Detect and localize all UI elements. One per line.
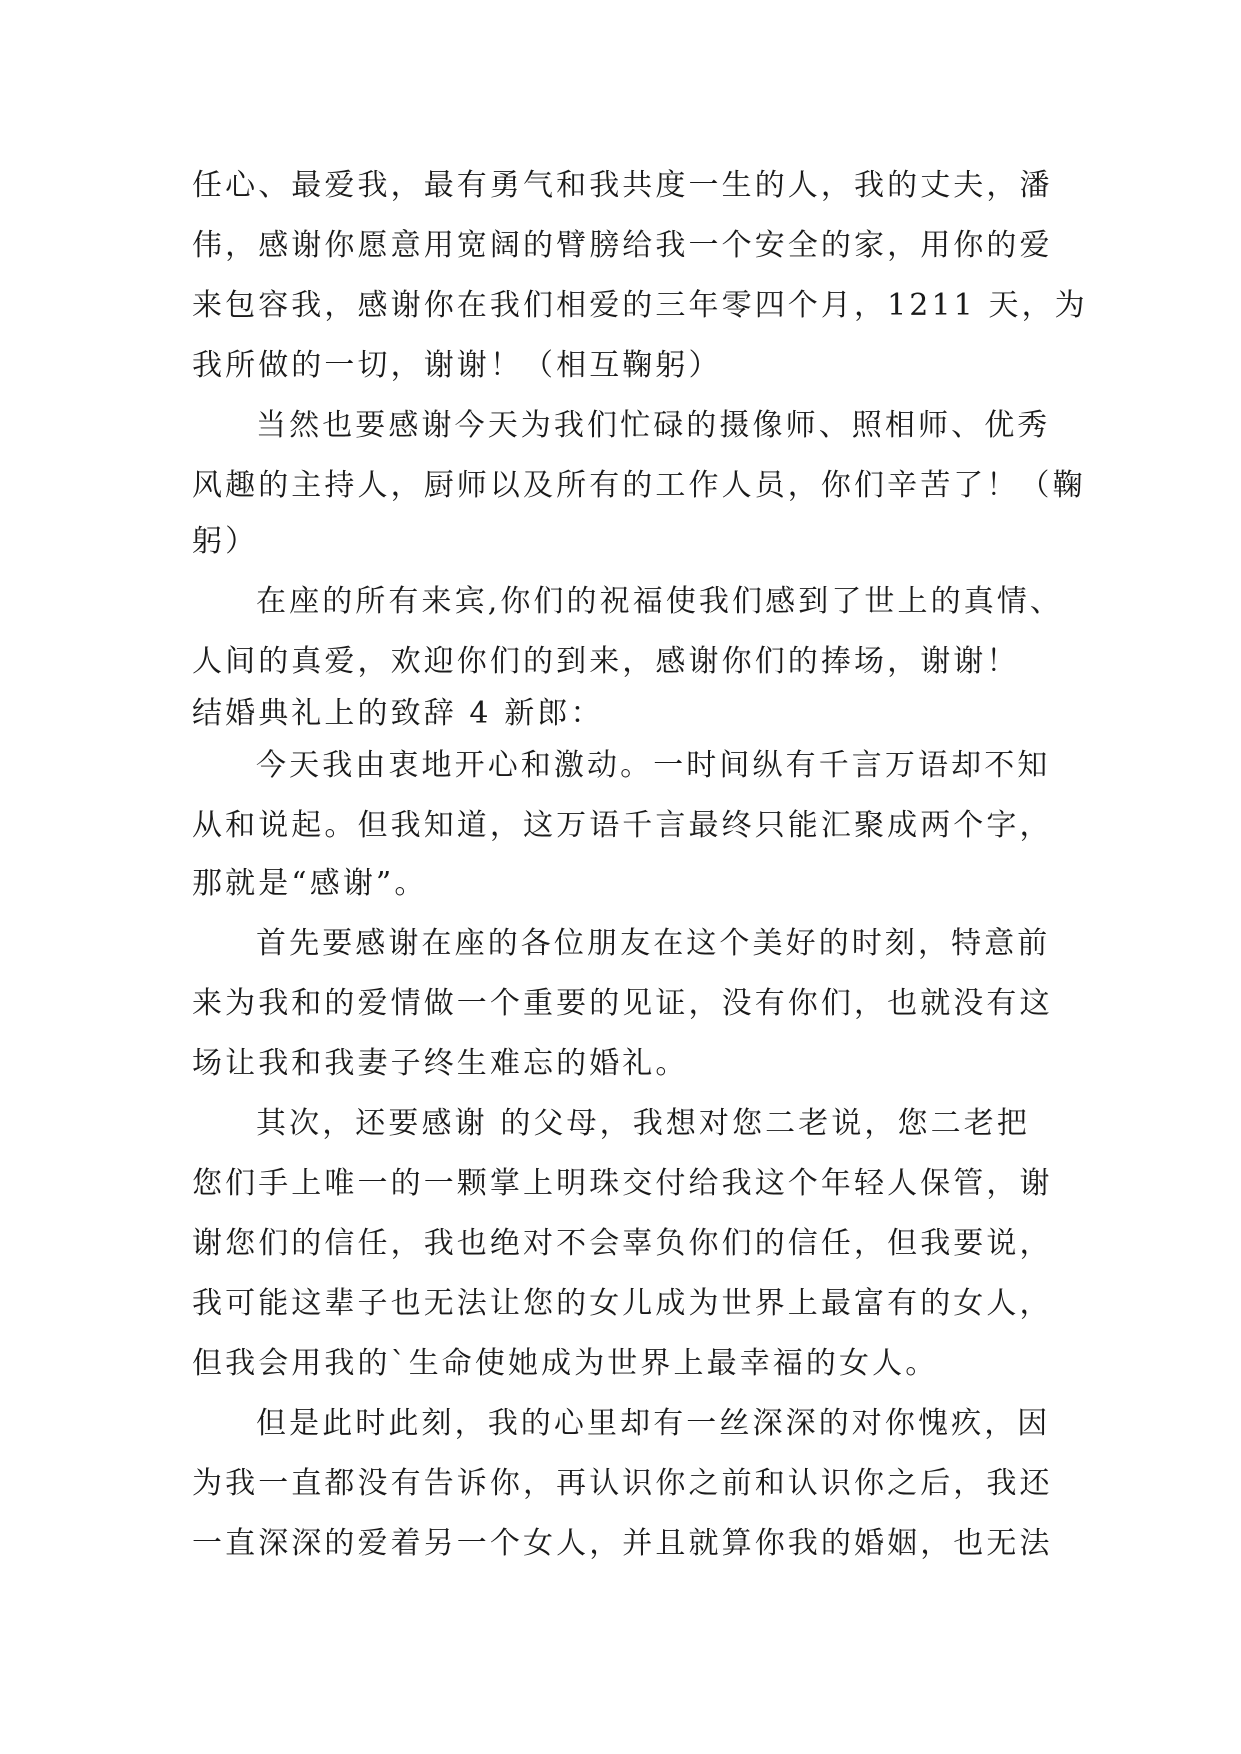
text-line: 今天我由衷地开心和激动。一时间纵有千言万语却不知 — [256, 748, 1051, 783]
text-line: 来包容我，感谢你在我们相爱的三年零四个月，1211 天，为 — [192, 288, 1088, 323]
text-line: 人间的真爱，欢迎你们的到来，感谢你们的捧场，谢谢！ — [192, 644, 1020, 679]
text-line: 风趣的主持人，厨师以及所有的工作人员，你们辛苦了！（鞠 — [192, 468, 1086, 503]
text-line: 从和说起。但我知道，这万语千言最终只能汇聚成两个字， — [192, 808, 1053, 843]
text-line: 首先要感谢在座的各位朋友在这个美好的时刻，特意前 — [256, 926, 1051, 961]
text-line: 但我会用我的`生命使她成为世界上最幸福的女人。 — [192, 1346, 939, 1381]
text-line: 我可能这辈子也无法让您的女儿成为世界上最富有的女人， — [192, 1286, 1053, 1321]
text-line: 其次，还要感谢 的父母，我想对您二老说，您二老把 — [256, 1106, 1030, 1141]
text-line: 那就是“感谢”。 — [192, 866, 428, 901]
text-line: 场让我和我妻子终生难忘的婚礼。 — [192, 1046, 689, 1081]
text-line: 您们手上唯一的一颗掌上明珠交付给我这个年轻人保管，谢 — [192, 1166, 1053, 1201]
text-line: 谢您们的信任，我也绝对不会辜负你们的信任，但我要说， — [192, 1226, 1053, 1261]
text-line: 躬） — [192, 524, 259, 559]
text-line: 在座的所有来宾,你们的祝福使我们感到了世上的真情、 — [256, 584, 1064, 619]
text-line: 为我一直都没有告诉你，再认识你之前和认识你之后，我还 — [192, 1466, 1053, 1501]
text-line: 来为我和的爱情做一个重要的见证，没有你们，也就没有这 — [192, 986, 1053, 1021]
text-line: 伟，感谢你愿意用宽阔的臂膀给我一个安全的家，用你的爱 — [192, 228, 1053, 263]
text-line: 但是此时此刻，我的心里却有一丝深深的对你愧疚，因 — [256, 1406, 1051, 1441]
text-line: 任心、最爱我，最有勇气和我共度一生的人，我的丈夫，潘 — [192, 168, 1053, 203]
text-line: 当然也要感谢今天为我们忙碌的摄像师、照相师、优秀 — [256, 408, 1051, 443]
section-heading: 结婚典礼上的致辞 4 新郎： — [192, 696, 604, 731]
text-line: 我所做的一切，谢谢！（相互鞠躬） — [192, 348, 722, 383]
text-line: 一直深深的爱着另一个女人，并且就算你我的婚姻，也无法 — [192, 1526, 1053, 1561]
